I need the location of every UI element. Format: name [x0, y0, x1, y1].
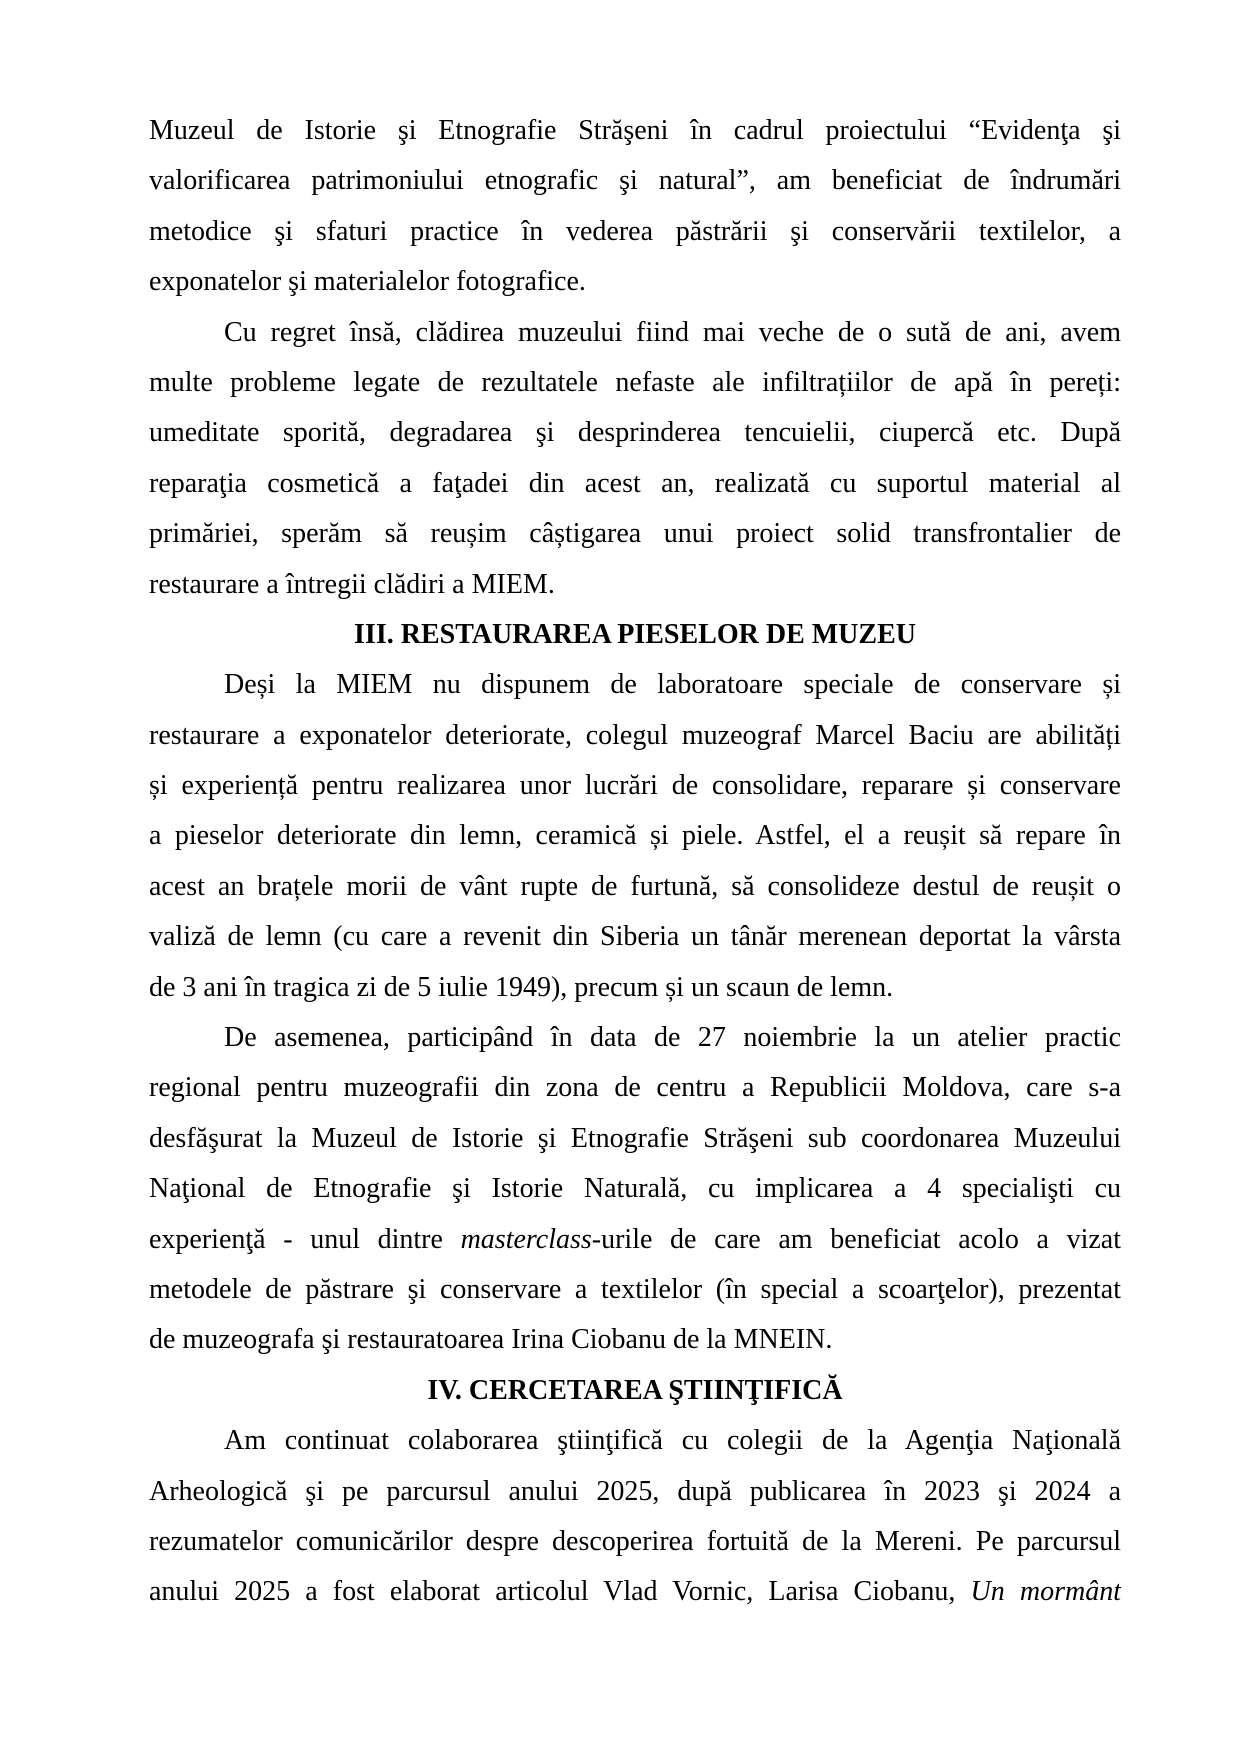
text-line [149, 811, 1121, 861]
text-line [149, 257, 1121, 307]
text-run: Cu regret însă, clădirea muzeului fiind mai veche de o sută de ani, avem [224, 316, 1121, 348]
text-run: metodice şi sfaturi practice în vederea păstrării şi conservării textilelor, a [149, 215, 1121, 247]
heading-text: IV. CERCETAREA ŞTIINŢIFICĂ [427, 1374, 843, 1406]
text-run: anului 2025 a fost elaborat articolul Vlad Vornic, Larisa Ciobanu, [149, 1576, 971, 1608]
text-line [149, 1265, 1121, 1315]
text-run: regional pentru muzeografii din zona de centru a Republicii Moldova, care s-a [149, 1072, 1121, 1104]
text-line [149, 509, 1121, 559]
text-line [149, 963, 1121, 1013]
text-line [149, 1215, 1121, 1265]
text-run: a pieselor deteriorate din lemn, ceramică și piele. Astfel, el a reușit să repare în [149, 820, 1121, 852]
italic-text-run: Un mormânt [970, 1576, 1121, 1608]
text-line [149, 1013, 1121, 1063]
text-run: Deși la MIEM nu dispunem de laboratoare speciale de conservare și [224, 669, 1121, 701]
text-line [149, 1517, 1121, 1567]
text-run: restaurare a exponatelor deteriorate, colegul muzeograf Marcel Baciu are abilități [149, 719, 1121, 751]
text-line [149, 358, 1121, 408]
italic-text-run: masterclass [460, 1223, 592, 1255]
section-heading [149, 610, 1121, 660]
heading-text: III. RESTAURAREA PIESELOR DE MUZEU [354, 618, 916, 650]
text-run: experienţă - unul dintre [149, 1223, 461, 1255]
text-line [149, 761, 1121, 811]
text-line [149, 912, 1121, 962]
text-run: acest an brațele morii de vânt rupte de furtună, să consolideze destul de reușit o [149, 870, 1121, 902]
text-line [149, 560, 1121, 610]
text-run: Muzeul de Istorie şi Etnografie Străşeni în cadrul proiectului “Evidenţa şi [149, 115, 1121, 146]
text-line [149, 1315, 1121, 1365]
paragraph [149, 660, 1121, 1013]
text-line [149, 862, 1121, 912]
text-run: De asemenea, participând în data de 27 noiembrie la un atelier practic [224, 1022, 1121, 1054]
text-run: și experiență pentru realizarea unor lucrări de consolidare, reparare și conservare [149, 770, 1121, 802]
text-line [149, 207, 1121, 257]
text-run: valorificarea patrimoniului etnografic şi natural”, am beneficiat de îndrumări [149, 165, 1121, 197]
text-line [149, 1164, 1121, 1214]
text-line [149, 1114, 1121, 1164]
text-run: Naţional de Etnografie şi Istorie Naturală, cu implicarea a 4 specialişti cu [149, 1173, 1121, 1205]
text-run: primăriei, sperăm să reușim câștigarea unui proiect solid transfrontalier de [149, 518, 1121, 550]
text-run: exponatelor şi materialelor fotografice. [149, 266, 586, 298]
text-line [149, 1567, 1121, 1617]
text-run: umeditate sporită, degradarea şi desprinderea tencuielii, ciupercă etc. După [149, 417, 1121, 449]
text-line [149, 459, 1121, 509]
text-line [149, 106, 1121, 156]
paragraph [149, 1013, 1121, 1366]
paragraph [149, 1416, 1121, 1618]
text-run: Arheologică şi pe parcursul anului 2025, după publicarea în 2023 şi 2024 a [149, 1475, 1121, 1507]
text-line [149, 660, 1121, 710]
paragraph [149, 308, 1121, 610]
section-heading [149, 1366, 1121, 1416]
text-line [149, 1416, 1121, 1466]
text-run: reparaţia cosmetică a faţadei din acest an, realizată cu suportul material al [149, 467, 1121, 499]
text-run: multe probleme legate de rezultatele nefaste ale infiltrațiilor de apă în pereți: [149, 366, 1121, 398]
text-run: de 3 ani în tragica zi de 5 iulie 1949), precum și un scaun de lemn. [149, 971, 894, 1003]
text-run: metodele de păstrare şi conservare a textilelor (în special a scoarţelor), prezentat [149, 1273, 1121, 1305]
text-line [149, 156, 1121, 206]
text-run: Am continuat colaborarea ştiinţifică cu colegii de la Agenţia Naţională [224, 1425, 1121, 1457]
text-run: valiză de lemn (cu care a revenit din Siberia un tânăr merenean deportat la vârsta [149, 921, 1121, 953]
text-line [149, 308, 1121, 358]
text-run: de muzeografa şi restauratoarea Irina Ciobanu de la MNEIN. [149, 1324, 833, 1356]
text-line [149, 408, 1121, 458]
document-content [149, 106, 1121, 1618]
text-run: rezumatelor comunicărilor despre descoperirea fortuită de la Mereni. Pe parcursul [149, 1525, 1121, 1557]
text-run: desfăşurat la Muzeul de Istorie şi Etnografie Străşeni sub coordonarea Muzeului [149, 1122, 1121, 1154]
text-line [149, 1063, 1121, 1113]
text-run: -urile de care am beneficiat acolo a vizat [591, 1223, 1121, 1255]
text-line [149, 711, 1121, 761]
text-line [149, 1467, 1121, 1517]
text-run: restaurare a întregii clădiri a MIEM. [149, 568, 555, 600]
paragraph [149, 106, 1121, 308]
